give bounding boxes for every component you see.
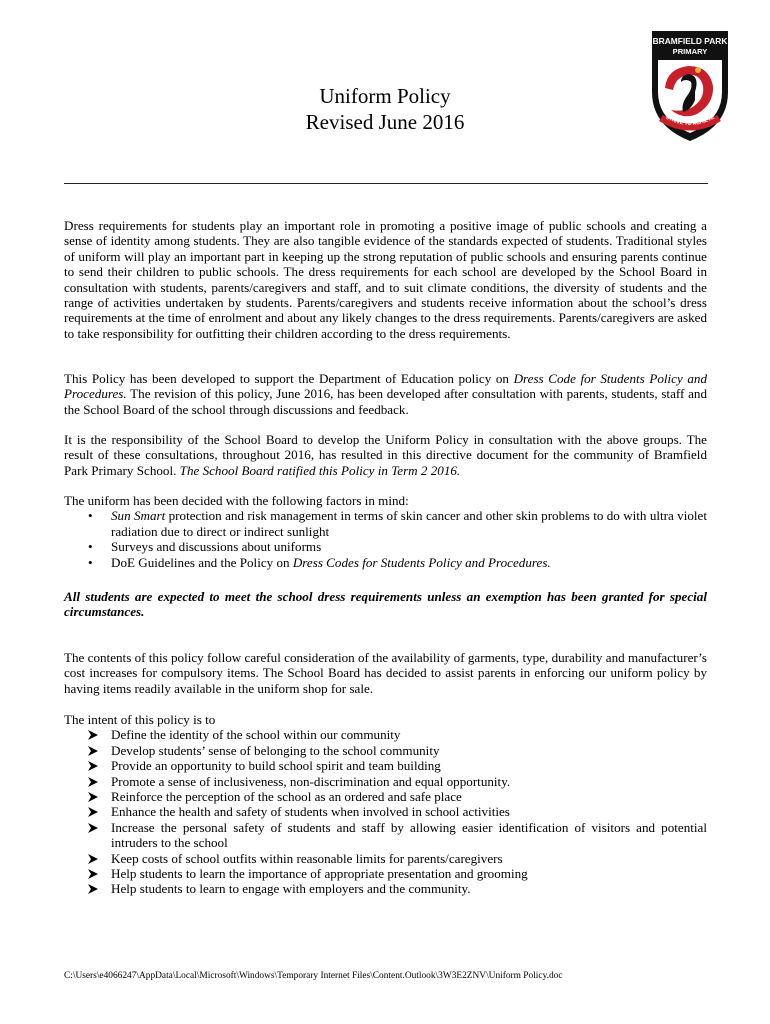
arrow-bullet-icon [87, 745, 99, 757]
para2-text-a: This Policy has been developed to support the Department of Education policy on [64, 371, 514, 386]
paragraph-1: Dress requirements for students play an important role in promoting a positive image of public schools and creating a sense of identity among students. They are also tangible evidence of the standards expected of students. Traditional styles of uniform will play an important part in keeping up the strong reputation of public schools and ensuring parents continue to send their children to public schools. The dress requirements for each school are developed by the School Board in consultation with students, parents/caregivers and staff, and to suit climate conditions, the diversity of students and the range of activities undertaken by students. Parents/caregivers and students receive information about the school’s dress requirements at the time of enrolment and about any likely changes to the dress requirements. Parents/caregivers are asked to take responsibility for outfitting their children according to the dress requirements. [64, 218, 707, 341]
factors-section [64, 493, 707, 570]
list-item: Keep costs of school outfits within reasonable limits for parents/caregivers [64, 851, 707, 866]
arrow-bullet-icon [87, 760, 99, 772]
policy-reference: Dress Code for Students Policy and Procedures. [64, 371, 708, 402]
title-divider [64, 183, 708, 184]
arrow-bullet-icon [87, 868, 99, 880]
list-item: Enhance the health and safety of students when involved in school activities [64, 804, 707, 819]
arrow-bullet-icon [87, 822, 99, 834]
logo-motto: STRIVE TO ACHIEVE [664, 114, 716, 128]
list-item: Reinforce the perception of the school as an ordered and safe place [64, 789, 707, 804]
paragraph-intro [64, 218, 707, 341]
list-item: • Sun Smart protection and risk management in terms of skin cancer and other skin problems to do with ultra violet radiation due to direct or indirect sunlight [64, 508, 707, 539]
paragraph-responsibility [64, 432, 707, 478]
arrow-bullet-icon [87, 776, 99, 788]
page-title: Uniform Policy [319, 84, 451, 108]
requirements-statement: All students are expected to meet the school dress requirements unless an exemption has been granted for special circumstances. [64, 589, 707, 620]
intent-section [64, 712, 707, 897]
factors-list [64, 508, 707, 570]
swan-beak [695, 67, 701, 73]
factors-intro: The uniform has been decided with the following factors in mind: [64, 493, 409, 508]
intent-list [64, 727, 707, 896]
list-item: Help students to learn to engage with employers and the community. [64, 881, 707, 896]
list-item: Promote a sense of inclusiveness, non-discrimination and equal opportunity. [64, 774, 707, 789]
arrow-bullet-icon [87, 729, 99, 741]
sun-smart-label: Sun Smart [111, 508, 166, 524]
logo-line2: PRIMARY [672, 47, 708, 56]
list-item: Help students to learn the importance of appropriate presentation and grooming [64, 866, 707, 881]
list-item: • Surveys and discussions about uniforms [64, 539, 707, 554]
page-subtitle: Revised June 2016 [305, 110, 465, 134]
statement-section [64, 589, 707, 620]
para2-text-c: The revision of this policy, June 2016, has been developed after consultation with parents, students, staff and the School Board of the school through discussions and feedback. [64, 386, 707, 417]
arrow-bullet-icon [87, 853, 99, 865]
logo-line1: BRAMFIELD PARK [652, 36, 728, 46]
arrow-bullet-icon [87, 791, 99, 803]
paragraph-4: The contents of this policy follow careful consideration of the availability of garments, type, durability and manufacturer’s cost increases for compulsory items. The School Board has decided to assist parents in enforcing our uniform policy by having items readily available in the uniform shop for sale. [64, 650, 707, 696]
para3-text-a: It is the responsibility of the School Board to develop the Uniform Policy in consultation with the above groups. The result of these consultations, throughout 2016, has resulted in this directive document for the community of Bramfield Park Primary School. [64, 432, 707, 478]
intent-intro: The intent of this policy is to [64, 712, 216, 727]
list-item: Define the identity of the school within our community [64, 727, 707, 742]
list-item: Provide an opportunity to build school spirit and team building [64, 758, 707, 773]
arrow-bullet-icon [87, 883, 99, 895]
ratification-note: The School Board ratified this Policy in Term 2 2016. [179, 462, 461, 478]
list-item: Develop students’ sense of belonging to the school community [64, 743, 707, 758]
list-item: Increase the personal safety of students and staff by allowing easier identification of visitors and potential intruders to the school [64, 820, 707, 851]
paragraph-policy [64, 371, 707, 417]
list-item: • DoE Guidelines and the Policy on Dress Codes for Students Policy and Procedures. [64, 555, 707, 570]
paragraph-contents [64, 650, 707, 696]
arrow-bullet-icon [87, 806, 99, 818]
school-logo [651, 30, 729, 142]
file-path-footer: C:\Users\e4066247\AppData\Local\Microsoft\Windows\Temporary Internet Files\Content.Outlook\3W3E2ZNV\Uniform Policy.doc [64, 971, 563, 981]
